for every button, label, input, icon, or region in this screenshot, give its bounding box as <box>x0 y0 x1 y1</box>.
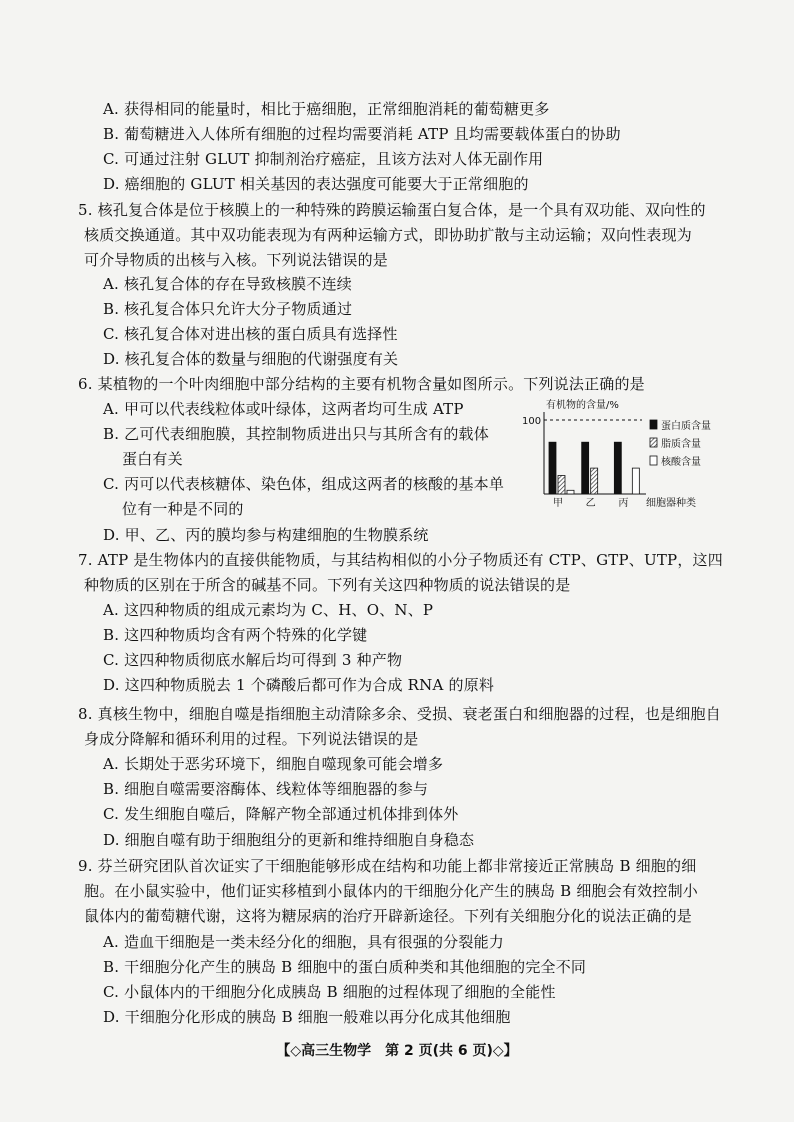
q5-option-c: C. 核孔复合体对进出核的蛋白质具有选择性 <box>103 325 398 343</box>
chart-legend-swatch <box>650 420 657 429</box>
q8-option-b: B. 细胞自噬需要溶酶体、线粒体等细胞器的参与 <box>103 780 429 798</box>
q6-option-b-line-1: B. 乙可代表细胞膜，其控制物质进出只与其所含有的载体 <box>103 425 489 443</box>
chart-legend-label: 蛋白质含量 <box>661 421 711 432</box>
chart-ylabel: 有机物的含量/% <box>546 400 619 411</box>
q7-stem-line-1: 7. ATP 是生物体内的直接供能物质，与其结构相似的小分子物质还有 CTP、GTP、UTP，这四 <box>78 551 723 569</box>
chart-bar-1-1 <box>591 468 598 494</box>
q7-option-b: B. 这四种物质均含有两个特殊的化学键 <box>103 626 368 644</box>
q9-option-a: A. 造血干细胞是一类未经分化的细胞，具有很强的分裂能力 <box>103 933 504 951</box>
chart-bar-2-0 <box>614 442 621 494</box>
q4-option-c: C. 可通过注射 GLUT 抑制剂治疗癌症，且该方法对人体无副作用 <box>103 150 544 168</box>
q9-stem-line-1: 9. 芬兰研究团队首次证实了干细胞能够形成在结构和功能上都非常接近正常胰岛 B 细胞的细 <box>78 857 697 875</box>
q5-stem-line-1: 5. 核孔复合体是位于核膜上的一种特殊的跨膜运输蛋白复合体，是一个具有双功能、双向性的 <box>78 201 706 219</box>
chart-legend-swatch <box>650 456 657 465</box>
q9-stem-line-3: 鼠体内的葡萄糖代谢，这将为糖尿病的治疗开辟新途径。下列有关细胞分化的说法正确的是 <box>84 907 693 925</box>
q7-option-c: C. 这四种物质彻底水解后均可得到 3 种产物 <box>103 651 403 669</box>
q8-option-c: C. 发生细胞自噬后，降解产物全部通过机体排到体外 <box>103 805 459 823</box>
chart-bar-0-0 <box>549 442 556 494</box>
chart-category-label: 甲 <box>553 498 563 509</box>
q9-stem-line-2: 胞。在小鼠实验中，他们证实移植到小鼠体内的干细胞分化产生的胰岛 B 细胞会有效控制小 <box>84 882 698 900</box>
q7-option-d: D. 这四种物质脱去 1 个磷酸后都可作为合成 RNA 的原料 <box>103 676 495 694</box>
q7-option-a: A. 这四种物质的组成元素均为 C、H、O、N、P <box>103 601 434 619</box>
q4-option-d: D. 癌细胞的 GLUT 相关基因的表达强度可能要大于正常细胞的 <box>103 175 529 193</box>
chart-bar-0-2 <box>567 490 574 494</box>
chart-legend-label: 脂质含量 <box>661 439 701 450</box>
q7-stem-line-2: 种物质的区别在于所含的碱基不同。下列有关这四种物质的说法错误的是 <box>84 576 571 594</box>
q6-option-a: A. 甲可以代表线粒体或叶绿体，这两者均可生成 ATP <box>103 400 464 418</box>
chart-legend-swatch <box>650 438 657 447</box>
page-footer: 【◇高三生物学 第 2 页(共 6 页)◇】 <box>276 1043 518 1059</box>
chart-bar-2-2 <box>632 468 639 494</box>
q5-option-d: D. 核孔复合体的数量与细胞的代谢强度有关 <box>103 350 399 368</box>
chart-svg <box>522 396 722 514</box>
q6-option-b-line-2: 蛋白有关 <box>122 450 183 468</box>
q5-stem-line-3: 可介导物质的出核与入核。下列说法错误的是 <box>84 251 389 269</box>
organelle-content-chart <box>522 396 722 514</box>
q9-option-c: C. 小鼠体内的干细胞分化成胰岛 B 细胞的过程体现了细胞的全能性 <box>103 983 556 1001</box>
q5-stem-line-2: 核质交换通道。其中双功能表现为有两种运输方式，即协助扩散与主动运输；双向性表现为 <box>84 226 693 244</box>
q8-option-d: D. 细胞自噬有助于细胞组分的更新和维持细胞自身稳态 <box>103 831 475 849</box>
q4-option-b: B. 葡萄糖进入人体所有细胞的过程均需要消耗 ATP 且均需要载体蛋白的协助 <box>103 125 621 143</box>
q9-option-d: D. 干细胞分化形成的胰岛 B 细胞一般难以再分化成其他细胞 <box>103 1008 511 1026</box>
q6-option-c-line-2: 位有一种是不同的 <box>122 500 244 518</box>
chart-bar-0-1 <box>558 476 565 495</box>
q8-stem-line-1: 8. 真核生物中，细胞自噬是指细胞主动清除多余、受损、衰老蛋白和细胞器的过程，也是细胞自 <box>78 705 721 723</box>
q4-option-a: A. 获得相同的能量时，相比于癌细胞，正常细胞消耗的葡萄糖更多 <box>103 100 550 118</box>
q8-option-a: A. 长期处于恶劣环境下，细胞自噬现象可能会增多 <box>103 755 444 773</box>
q6-option-d: D. 甲、乙、丙的膜均参与构建细胞的生物膜系统 <box>103 526 429 544</box>
q5-option-b: B. 核孔复合体只允许大分子物质通过 <box>103 300 353 318</box>
chart-ytick-label: 100 <box>522 416 542 427</box>
chart-bar-1-0 <box>582 442 589 494</box>
q9-option-b: B. 干细胞分化产生的胰岛 B 细胞中的蛋白质种类和其他细胞的完全不同 <box>103 958 587 976</box>
q6-option-c-line-1: C. 丙可以代表核糖体、染色体，组成这两者的核酸的基本单 <box>103 475 505 493</box>
chart-legend-label: 核酸含量 <box>661 457 701 468</box>
q8-stem-line-2: 身成分降解和循环利用的过程。下列说法错误的是 <box>84 730 419 748</box>
chart-category-label: 丙 <box>618 498 629 509</box>
chart-xlabel: 细胞器种类 <box>646 498 696 509</box>
q5-option-a: A. 核孔复合体的存在导致核膜不连续 <box>103 275 352 293</box>
chart-category-label: 乙 <box>585 498 596 509</box>
q6-stem: 6. 某植物的一个叶肉细胞中部分结构的主要有机物含量如图所示。下列说法正确的是 <box>78 375 645 393</box>
